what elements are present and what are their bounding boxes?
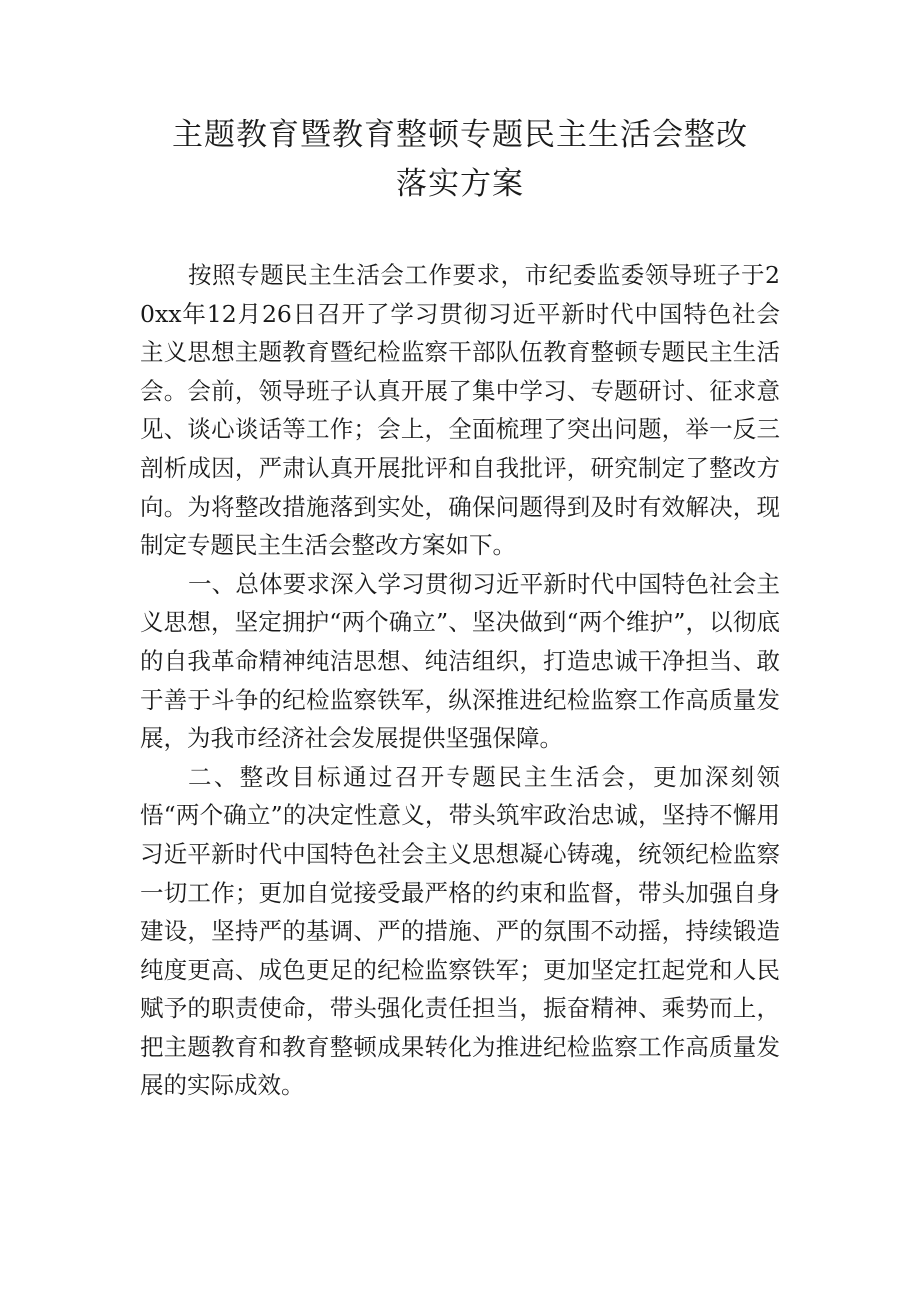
document-title-line-2: 落实方案	[396, 166, 524, 202]
paragraph-rectification-goals: 二、整改目标通过召开专题民主生活会，更加深刻领悟“两个确立”的决定性意义，带头筑牢政治忠诚，坚持不懈用习近平新时代中国特色社会主义思想凝心铸魂，统领纪检监察一切工作；更加自觉接受最严格的约束和监督，带头加强自身建设，坚持严的基调、严的措施、严的氛围不动摇，持续锻造纯度更高、成色更足的纪检监察铁军；更加坚定扛起党和人民赋予的职责使命，带头强化责任担当，振奋精神、乘势而上，把主题教育和教育整顿成果转化为推进纪检监察工作高质量发展的实际成效。	[140, 762, 780, 1100]
paragraph-overall-requirements: 一、总体要求深入学习贯彻习近平新时代中国特色社会主义思想，坚定拥护“两个确立”、坚决做到“两个维护”，以彻底的自我革命精神纯洁思想、纯洁组织，打造忠诚干净担当、敢于善于斗争的纪检监察铁军，纵深推进纪检监察工作高质量发展，为我市经济社会发展提供坚强保障。	[140, 569, 780, 753]
paragraph-intro: 按照专题民主生活会工作要求，市纪委监委领导班子于20xx年12月26日召开了学习贯彻习近平新时代中国特色社会主义思想主题教育暨纪检监察干部队伍教育整顿专题民主生活会。会前，领导班子认真开展了集中学习、专题研讨、征求意见、谈心谈话等工作；会上，全面梳理了突出问题，举一反三剖析成因，严肃认真开展批评和自我批评，研究制定了整改方向。为将整改措施落到实处，确保问题得到及时有效解决，现制定专题民主生活会整改方案如下。	[140, 261, 780, 560]
document-body	[140, 256, 780, 1105]
document-title-line-1: 主题教育暨教育整顿专题民主生活会整改	[172, 117, 748, 153]
